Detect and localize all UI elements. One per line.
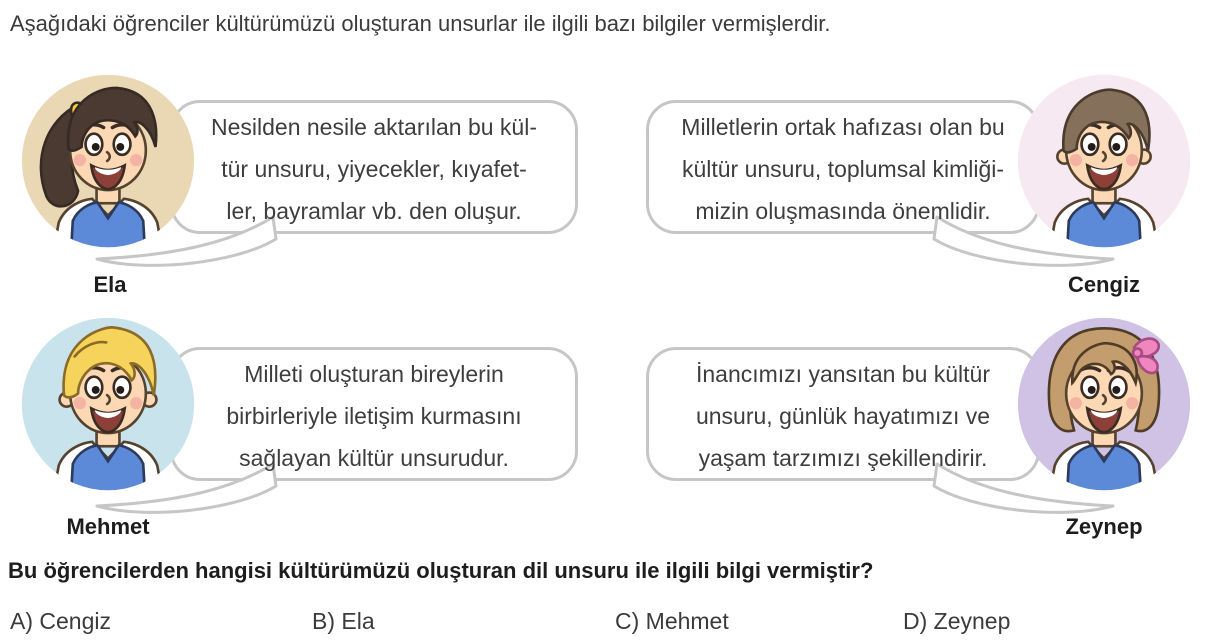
- girl-dark-ponytail-icon: [20, 73, 196, 249]
- bubble-line: tür unsuru, yiyecekler, kıyafet-: [221, 156, 527, 182]
- answer-option-d[interactable]: D) Zeynep: [903, 608, 1011, 634]
- bubble-line: Milleti oluşturan bireylerin: [244, 361, 504, 387]
- bubble-line: İnancımızı yansıtan bu kültür: [695, 361, 991, 387]
- cengiz-bubble-text: [649, 103, 1037, 232]
- ela-bubble-text: [173, 103, 575, 232]
- mehmet-bubble-text: [173, 350, 575, 479]
- student-name-mehmet: Mehmet: [66, 514, 150, 539]
- bubble-line: sağlayan kültür unsurudur.: [239, 445, 509, 471]
- boy-blond-hair-icon: [20, 316, 196, 492]
- ela-speech-bubble: [170, 100, 578, 234]
- answer-option-b[interactable]: B) Ela: [312, 608, 375, 634]
- mehmet-avatar-icon: [20, 316, 196, 492]
- student-name-ela: Ela: [93, 272, 127, 297]
- cengiz-avatar-icon: [1016, 73, 1192, 249]
- answer-option-a[interactable]: A) Cengiz: [10, 608, 111, 634]
- instruction-text: Aşağıdaki öğrenciler kültürümüzü oluşturan unsurlar ile ilgili bazı bilgiler vermişlerdir.: [10, 11, 831, 36]
- answer-option-c[interactable]: C) Mehmet: [615, 608, 729, 634]
- student-name-zeynep: Zeynep: [1065, 514, 1143, 539]
- student-name-cengiz: Cengiz: [1067, 272, 1141, 297]
- girl-brown-bob-pink-bow-icon: [1016, 316, 1192, 492]
- bubble-line: kültür unsuru, toplumsal kimliği-: [681, 156, 1005, 182]
- bubble-line: birbirleriyle iletişim kurmasını: [226, 403, 522, 429]
- mehmet-speech-bubble: [170, 347, 578, 481]
- question-text: Bu öğrencilerden hangisi kültürümüzü oluşturan dil unsuru ile ilgili bilgi vermiştir?: [8, 558, 874, 583]
- bubble-line: mizin oluşmasında önemlidir.: [695, 198, 991, 224]
- zeynep-bubble-text: [649, 350, 1037, 479]
- cengiz-speech-bubble: [646, 100, 1040, 234]
- ela-avatar-icon: [20, 73, 196, 249]
- bubble-line: Milletlerin ortak hafızası olan bu: [681, 114, 1005, 140]
- bubble-line: Nesilden nesile aktarılan bu kül-: [210, 114, 537, 140]
- bubble-line: ler, bayramlar vb. den oluşur.: [226, 198, 522, 224]
- bubble-line: yaşam tarzımızı şekillendirir.: [698, 445, 988, 471]
- zeynep-avatar-icon: [1016, 316, 1192, 492]
- zeynep-speech-bubble: [646, 347, 1040, 481]
- bubble-line: unsuru, günlük hayatımızı ve: [695, 403, 991, 429]
- boy-brown-hair-icon: [1016, 73, 1192, 249]
